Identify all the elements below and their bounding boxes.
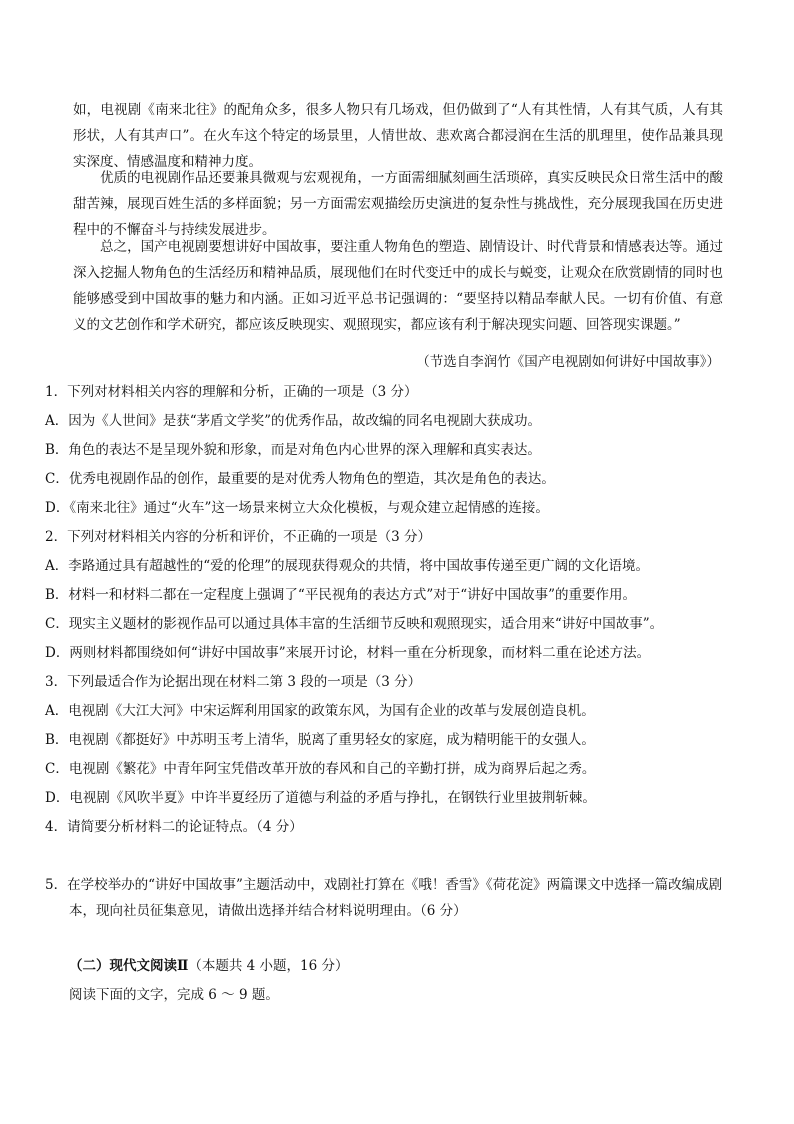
question-3-option-c: C．电视剧《繁花》中青年阿宝凭借改革开放的春风和自己的辛勤打拼，成为商界后起之秀。 <box>45 761 596 777</box>
question-3-option-d: D．电视剧《风吹半夏》中许半夏经历了道德与利益的矛盾与挣扎，在钢铁行业里披荆斩棘。 <box>45 790 596 806</box>
section-note: （本题共 4 小题，16 分） <box>188 958 349 974</box>
section-title: （二）现代文阅读Ⅱ <box>69 958 189 974</box>
question-1-option-a: A．因为《人世间》是获“茅盾文学奖”的优秀作品，故改编的同名电视剧大获成功。 <box>45 413 542 429</box>
question-1-option-d: D．《南来北往》通过“火车”这一场景来树立大众化模板，与观众建立起情感的连接。 <box>45 500 549 516</box>
section-intro: 阅读下面的文字，完成 6 ～ 9 题。 <box>69 987 279 1003</box>
question-2-stem: 2．下列对材料相关内容的分析和评价，不正确的一项是（3 分） <box>45 529 431 545</box>
question-1-option-b: B．角色的表达不是呈现外貌和形象，而是对角色内心世界的深入理解和真实表达。 <box>45 442 541 458</box>
paragraph-1: 如，电视剧《南来北往》的配角众多，很多人物只有几场戏，但仍做到了“人有其性情，人有其气质，人有其形状，人有其声口”。在火车这个特定的场景里，人情世故、悲欢离合都浸润在生活的肌理里，使作品兼具现实深度、情感温度和精神力度。 <box>73 102 723 170</box>
question-1-option-c: C．优秀电视剧作品的创作，最重要的是对优秀人物角色的塑造，其次是角色的表达。 <box>45 471 555 487</box>
question-2-option-a: A．李路通过具有超越性的“爱的伦理”的展现获得观众的共情，将中国故事传递至更广阔的文化语境。 <box>45 558 650 574</box>
question-2-option-b: B．材料一和材料二都在一定程度上强调了“平民视角的表达方式”对于“讲好中国故事”的重要作用。 <box>45 587 637 603</box>
question-5-stem: 5．在学校举办的“讲好中国故事”主题活动中，戏剧社打算在《哦！香雪》《荷花淀》两篇课文中选择一篇改编成剧本，现向社员征集意见，请做出选择并结合材料说明理由。（6 分） <box>45 877 723 919</box>
source-citation: （节选自李润竹《国产电视剧如何讲好中国故事》） <box>416 354 720 370</box>
paragraph-2: 优质的电视剧作品还要兼具微观与宏观视角，一方面需细腻刻画生活琐碎，真实反映民众日常生活中的酸甜苦辣，展现百姓生活的多样面貌；另一方面需宏观描绘历史演进的复杂性与挑战性，充分展现我国在历史进程中的不懈奋斗与持续发展进步。 <box>73 170 723 238</box>
question-3-option-b: B．电视剧《都挺好》中苏明玉考上清华，脱离了重男轻女的家庭，成为精明能干的女强人。 <box>45 732 595 748</box>
question-3-stem: 3．下列最适合作为论据出现在材料二第 3 段的一项是（3 分） <box>45 674 422 690</box>
question-2-option-d: D．两则材料都围绕如何“讲好中国故事”来展开讨论，材料一重在分析现象，而材料二重在论述方法。 <box>45 645 651 661</box>
question-3-option-a: A．电视剧《大江大河》中宋运辉利用国家的政策东风，为国有企业的改革与发展创造良机。 <box>45 703 595 719</box>
question-1-stem: 1．下列对材料相关内容的理解和分析，正确的一项是（3 分） <box>45 384 418 400</box>
question-2-option-c: C．现实主义题材的影视作品可以通过具体丰富的生活细节反映和观照现实，适合用来“讲好中国故事”。 <box>45 616 664 632</box>
question-4-stem: 4．请简要分析材料二的论证特点。（4 分） <box>45 819 303 835</box>
section-heading <box>69 953 349 979</box>
paragraph-3: 总之，国产电视剧要想讲好中国故事，要注重人物角色的塑造、剧情设计、时代背景和情感表达等。通过深入挖掘人物角色的生活经历和精神品质，展现他们在时代变迁中的成长与蜕变，让观众在欣赏剧情的同时也能够感受到中国故事的魅力和内涵。正如习近平总书记强调的：“要坚持以精品奉献人民。一切有价值、有意义的文艺创作和学术研究，都应该反映现实、观照现实，都应该有利于解决现实问题、回答现实课题。” <box>73 239 723 333</box>
